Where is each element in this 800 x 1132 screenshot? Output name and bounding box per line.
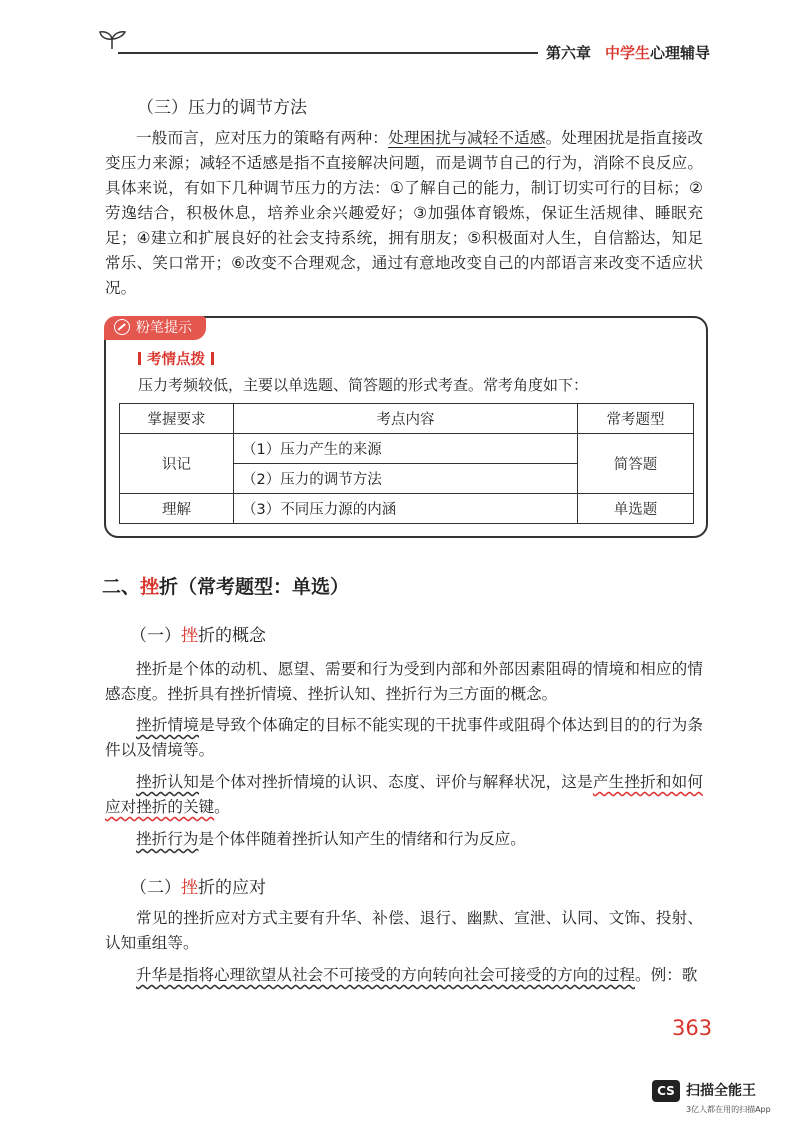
tip-tab-label: 粉笔提示 [136,320,192,336]
table-header-cell: 考点内容 [234,404,578,434]
paragraph-sublimation: 升华是指将心理欲望从社会不可接受的方向转向社会可接受的方向的过程。例：歌 [136,966,698,984]
exam-points-table [119,403,694,524]
watermark-subtitle: 3亿人都在用的扫描App [686,1105,771,1114]
wavy-term: 挫折认知 [136,773,200,791]
wavy-term: 挫折行为 [136,830,199,848]
table-header-cell: 常考题型 [578,404,694,434]
chapter-title: 心理辅导 [650,44,711,62]
table-cell: 简答题 [578,434,694,494]
table-header-cell: 掌握要求 [120,404,234,434]
subsection-title-concept: （一）挫折的概念 [130,626,266,646]
table-cell: （3）不同压力源的内涵 [234,494,578,524]
header-rule [118,52,538,54]
table-row [120,434,694,464]
chapter-number: 第六章 [546,44,592,62]
page-number: 363 [672,1016,713,1040]
paragraph-frustration-behavior: 挫折行为是个体伴随着挫折认知产生的情绪和行为反应。 [136,830,526,848]
chapter-title-highlight: 中学生 [605,44,651,62]
paragraph-frustration-definition: 挫折是个体的动机、愿望、需要和行为受到内部和外部因素阻碍的情境和相应的情感态度。挫折具有挫折情境、挫折认知、挫折行为三方面的概念。 [105,660,703,703]
table-cell: （2）压力的调节方法 [234,464,578,494]
underlined-phrase: 处理困扰与减轻不适感 [388,129,546,147]
table-cell: 理解 [120,494,234,524]
tip-tab [104,316,206,340]
exam-label: 考情点拨 [132,348,220,369]
wavy-highlight: 产生挫折和如何应对挫折的关键 [105,773,703,816]
section-heading-frustration: 二、挫折（常考题型：单选） [102,576,350,598]
subsection-title-coping: （二）挫折的应对 [130,878,266,898]
chapter-header [546,42,710,63]
paragraph-coping-methods: 常见的挫折应对方式主要有升华、补偿、退行、幽默、宣泄、认同、文饰、投射、认知重组等。 [105,909,703,952]
section-title-stress-regulation: （三）压力的调节方法 [137,98,307,118]
table-cell: （1）压力产生的来源 [234,434,578,464]
sprout-icon [98,30,128,50]
table-row [120,494,694,524]
tip-intro: 压力考频较低，主要以单选题、简答题的形式考查。常考角度如下： [138,376,589,394]
table-header-row [120,404,694,434]
table-cell: 单选题 [578,494,694,524]
table-cell: 识记 [120,434,234,494]
camscanner-logo-icon: CS [652,1080,680,1102]
wavy-term: 挫折情境 [136,716,200,734]
chalk-icon [114,319,130,335]
paragraph-frustration-cognition: 挫折认知是个体对挫折情境的认识、态度、评价与解释状况，这是产生挫折和如何应对挫折的关键。 [105,773,703,816]
watermark-name: 扫描全能王 [686,1083,756,1099]
wavy-highlight: 升华是指将心理欲望从社会不可接受的方向转向社会可接受的方向的过程 [136,966,636,984]
paragraph-stress-strategies: 一般而言，应对压力的策略有两种：处理困扰与减轻不适感。处理困扰是指直接改变压力来源；减轻不适感是指不直接解决问题，而是调节自己的行为，消除不良反应。具体来说，有如下几种调节压力的方法：①了解自己的能力，制订切实可行的目标；②劳逸结合，积极休息，培养业余兴趣爱好；③加强体育锻炼，保证生活规律、睡眠充足；④建立和扩展良好的社会支持系统，拥有朋友；⑤积极面对人生，自信豁达，知足常乐、笑口常开；⑥改变不合理观念，通过有意地改变自己的内部语言来改变不适应状况。 [105,129,703,297]
paragraph-frustration-situation: 挫折情境是导致个体确定的目标不能实现的干扰事件或阻碍个体达到目的的行为条件以及情境等。 [105,716,703,759]
